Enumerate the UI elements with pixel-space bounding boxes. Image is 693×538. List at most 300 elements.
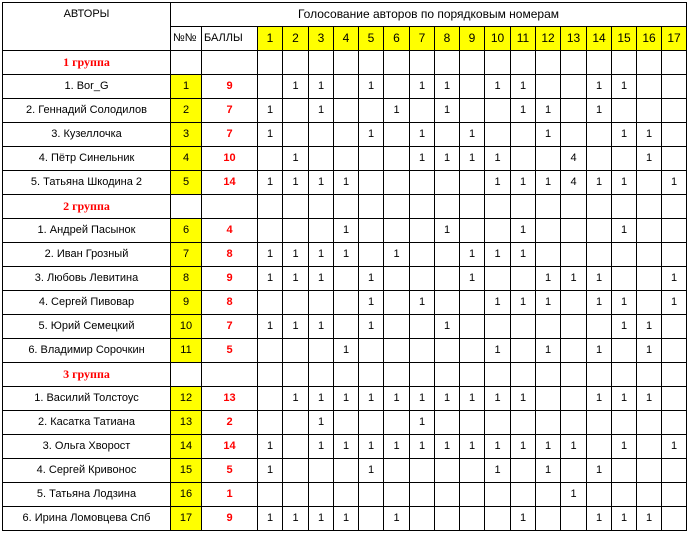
empty-cell bbox=[334, 195, 359, 219]
vote-cell bbox=[637, 435, 662, 459]
vote-cell bbox=[662, 315, 687, 339]
vote-cell: 1 bbox=[283, 507, 309, 531]
vote-cell: 1 bbox=[334, 387, 359, 411]
empty-cell bbox=[637, 363, 662, 387]
vote-cell bbox=[511, 459, 536, 483]
vote-cell: 4 bbox=[561, 147, 587, 171]
vote-cell bbox=[536, 387, 561, 411]
vote-cell: 1 bbox=[435, 75, 460, 99]
group-label: 3 группа bbox=[3, 363, 171, 387]
vote-cell: 1 bbox=[283, 387, 309, 411]
author-score: 9 bbox=[202, 507, 258, 531]
vote-cell bbox=[460, 99, 485, 123]
vote-cell bbox=[587, 147, 612, 171]
author-name: 4. Пётр Синельник bbox=[3, 147, 171, 171]
vote-cell: 1 bbox=[410, 123, 435, 147]
vote-cell bbox=[359, 219, 384, 243]
vote-cell bbox=[612, 243, 637, 267]
vote-cell: 1 bbox=[485, 435, 511, 459]
vote-cell bbox=[662, 387, 687, 411]
empty-cell bbox=[536, 363, 561, 387]
author-score: 13 bbox=[202, 387, 258, 411]
vote-cell bbox=[511, 267, 536, 291]
vote-cell bbox=[258, 483, 283, 507]
vote-number-header: 2 bbox=[283, 27, 309, 51]
author-row bbox=[3, 99, 687, 123]
vote-cell: 1 bbox=[334, 171, 359, 195]
vote-cell bbox=[410, 459, 435, 483]
vote-number-header: 13 bbox=[561, 27, 587, 51]
vote-cell: 1 bbox=[283, 147, 309, 171]
vote-cell bbox=[384, 483, 410, 507]
vote-cell bbox=[460, 411, 485, 435]
vote-cell bbox=[309, 339, 334, 363]
vote-cell: 1 bbox=[637, 339, 662, 363]
empty-cell bbox=[587, 363, 612, 387]
author-row bbox=[3, 243, 687, 267]
vote-cell bbox=[637, 171, 662, 195]
vote-cell: 1 bbox=[662, 267, 687, 291]
vote-cell: 1 bbox=[258, 171, 283, 195]
vote-cell bbox=[536, 507, 561, 531]
author-number: 8 bbox=[171, 267, 202, 291]
author-number: 10 bbox=[171, 315, 202, 339]
vote-cell: 1 bbox=[309, 99, 334, 123]
vote-cell: 1 bbox=[485, 75, 511, 99]
empty-cell bbox=[410, 363, 435, 387]
vote-cell bbox=[334, 99, 359, 123]
empty-cell bbox=[435, 51, 460, 75]
vote-cell: 1 bbox=[384, 507, 410, 531]
empty-cell bbox=[384, 51, 410, 75]
vote-cell bbox=[587, 435, 612, 459]
authors-header: АВТОРЫ bbox=[3, 3, 171, 51]
vote-cell bbox=[485, 411, 511, 435]
vote-cell: 1 bbox=[258, 459, 283, 483]
author-name: 3. Ольга Хворост bbox=[3, 435, 171, 459]
vote-cell: 1 bbox=[410, 411, 435, 435]
vote-cell: 1 bbox=[435, 99, 460, 123]
empty-cell bbox=[258, 195, 283, 219]
vote-cell: 1 bbox=[637, 147, 662, 171]
author-name: 5. Татьяна Лодзина bbox=[3, 483, 171, 507]
vote-cell: 1 bbox=[662, 291, 687, 315]
vote-number-header: 5 bbox=[359, 27, 384, 51]
vote-cell: 1 bbox=[485, 171, 511, 195]
vote-cell: 1 bbox=[384, 435, 410, 459]
vote-cell: 1 bbox=[309, 243, 334, 267]
vote-cell: 1 bbox=[511, 507, 536, 531]
vote-cell: 1 bbox=[561, 435, 587, 459]
vote-cell: 1 bbox=[334, 339, 359, 363]
vote-number-header: 14 bbox=[587, 27, 612, 51]
vote-cell: 1 bbox=[258, 243, 283, 267]
vote-number-header: 17 bbox=[662, 27, 687, 51]
vote-cell: 1 bbox=[511, 219, 536, 243]
vote-cell bbox=[662, 483, 687, 507]
vote-cell: 1 bbox=[612, 219, 637, 243]
author-score: 4 bbox=[202, 219, 258, 243]
author-row bbox=[3, 123, 687, 147]
empty-cell bbox=[637, 51, 662, 75]
author-name: 6. Ирина Ломовцева Спб bbox=[3, 507, 171, 531]
empty-cell bbox=[637, 195, 662, 219]
vote-cell: 1 bbox=[587, 507, 612, 531]
vote-cell bbox=[561, 123, 587, 147]
vote-cell: 1 bbox=[612, 435, 637, 459]
vote-cell bbox=[485, 267, 511, 291]
vote-cell bbox=[410, 99, 435, 123]
empty-cell bbox=[561, 363, 587, 387]
empty-cell bbox=[536, 51, 561, 75]
vote-cell: 1 bbox=[435, 315, 460, 339]
vote-cell bbox=[511, 483, 536, 507]
author-score: 8 bbox=[202, 291, 258, 315]
vote-cell: 1 bbox=[536, 171, 561, 195]
vote-cell bbox=[460, 339, 485, 363]
vote-cell bbox=[612, 339, 637, 363]
vote-cell: 1 bbox=[334, 507, 359, 531]
vote-cell bbox=[258, 147, 283, 171]
vote-cell bbox=[561, 507, 587, 531]
author-name: 5. Татьяна Шкодина 2 bbox=[3, 171, 171, 195]
vote-cell bbox=[637, 219, 662, 243]
vote-cell: 1 bbox=[587, 291, 612, 315]
vote-cell: 1 bbox=[637, 123, 662, 147]
author-row bbox=[3, 483, 687, 507]
vote-cell: 1 bbox=[384, 387, 410, 411]
vote-cell: 1 bbox=[334, 243, 359, 267]
vote-cell bbox=[511, 315, 536, 339]
vote-cell bbox=[334, 291, 359, 315]
vote-cell: 1 bbox=[258, 123, 283, 147]
vote-cell bbox=[384, 171, 410, 195]
vote-cell bbox=[359, 507, 384, 531]
vote-cell: 1 bbox=[536, 459, 561, 483]
author-row bbox=[3, 315, 687, 339]
vote-cell bbox=[662, 411, 687, 435]
vote-cell bbox=[587, 483, 612, 507]
vote-cell bbox=[435, 459, 460, 483]
vote-cell: 1 bbox=[460, 435, 485, 459]
vote-cell bbox=[309, 147, 334, 171]
empty-cell bbox=[460, 363, 485, 387]
group-label: 1 группа bbox=[3, 51, 171, 75]
vote-cell bbox=[587, 315, 612, 339]
vote-cell bbox=[283, 99, 309, 123]
vote-cell bbox=[410, 243, 435, 267]
vote-cell bbox=[258, 411, 283, 435]
empty-cell bbox=[258, 363, 283, 387]
author-row bbox=[3, 459, 687, 483]
vote-cell: 1 bbox=[309, 507, 334, 531]
vote-cell bbox=[359, 243, 384, 267]
score-header: БАЛЛЫ bbox=[202, 27, 258, 51]
vote-cell bbox=[637, 459, 662, 483]
author-number: 14 bbox=[171, 435, 202, 459]
vote-cell bbox=[410, 339, 435, 363]
vote-cell: 1 bbox=[359, 267, 384, 291]
vote-cell: 1 bbox=[309, 315, 334, 339]
vote-cell bbox=[283, 123, 309, 147]
vote-cell: 1 bbox=[334, 219, 359, 243]
empty-cell bbox=[171, 363, 202, 387]
vote-cell bbox=[460, 315, 485, 339]
vote-cell bbox=[435, 411, 460, 435]
empty-cell bbox=[587, 195, 612, 219]
vote-cell: 1 bbox=[359, 459, 384, 483]
empty-cell bbox=[662, 195, 687, 219]
vote-number-header: 16 bbox=[637, 27, 662, 51]
vote-cell bbox=[612, 147, 637, 171]
vote-cell: 1 bbox=[435, 219, 460, 243]
vote-cell: 1 bbox=[587, 339, 612, 363]
vote-cell: 1 bbox=[637, 507, 662, 531]
author-name: 3. Любовь Левитина bbox=[3, 267, 171, 291]
vote-number-header: 8 bbox=[435, 27, 460, 51]
empty-cell bbox=[258, 51, 283, 75]
vote-cell bbox=[536, 315, 561, 339]
empty-cell bbox=[384, 363, 410, 387]
vote-cell bbox=[587, 123, 612, 147]
vote-cell: 1 bbox=[359, 291, 384, 315]
empty-cell bbox=[410, 195, 435, 219]
author-score: 14 bbox=[202, 171, 258, 195]
vote-cell bbox=[662, 123, 687, 147]
vote-cell bbox=[283, 483, 309, 507]
vote-cell: 1 bbox=[460, 243, 485, 267]
vote-cell bbox=[309, 483, 334, 507]
empty-cell bbox=[171, 195, 202, 219]
vote-cell: 1 bbox=[511, 243, 536, 267]
author-row bbox=[3, 219, 687, 243]
vote-cell bbox=[662, 507, 687, 531]
vote-cell: 4 bbox=[561, 171, 587, 195]
vote-cell: 1 bbox=[587, 99, 612, 123]
vote-cell bbox=[637, 411, 662, 435]
author-score: 14 bbox=[202, 435, 258, 459]
author-row bbox=[3, 435, 687, 459]
vote-number-header: 4 bbox=[334, 27, 359, 51]
vote-cell bbox=[612, 267, 637, 291]
vote-cell: 1 bbox=[359, 435, 384, 459]
empty-cell bbox=[309, 195, 334, 219]
vote-cell: 1 bbox=[258, 267, 283, 291]
vote-cell bbox=[334, 267, 359, 291]
empty-cell bbox=[283, 51, 309, 75]
empty-cell bbox=[202, 195, 258, 219]
vote-cell: 1 bbox=[283, 243, 309, 267]
vote-cell bbox=[612, 483, 637, 507]
vote-cell bbox=[309, 123, 334, 147]
vote-cell: 1 bbox=[612, 123, 637, 147]
vote-cell bbox=[435, 267, 460, 291]
vote-cell bbox=[662, 147, 687, 171]
author-row bbox=[3, 387, 687, 411]
author-score: 8 bbox=[202, 243, 258, 267]
empty-cell bbox=[309, 363, 334, 387]
vote-cell: 1 bbox=[536, 123, 561, 147]
vote-cell: 1 bbox=[359, 123, 384, 147]
author-name: 4. Сергей Пивовар bbox=[3, 291, 171, 315]
vote-cell: 1 bbox=[460, 387, 485, 411]
author-row bbox=[3, 339, 687, 363]
vote-cell bbox=[435, 483, 460, 507]
empty-cell bbox=[485, 51, 511, 75]
author-number: 11 bbox=[171, 339, 202, 363]
vote-cell bbox=[536, 219, 561, 243]
empty-cell bbox=[511, 51, 536, 75]
vote-cell bbox=[460, 171, 485, 195]
vote-cell bbox=[435, 123, 460, 147]
vote-number-header: 10 bbox=[485, 27, 511, 51]
vote-cell: 1 bbox=[283, 171, 309, 195]
vote-cell bbox=[587, 219, 612, 243]
vote-cell: 1 bbox=[536, 267, 561, 291]
vote-cell: 1 bbox=[309, 171, 334, 195]
vote-cell: 1 bbox=[587, 267, 612, 291]
vote-cell bbox=[435, 507, 460, 531]
vote-cell bbox=[587, 243, 612, 267]
vote-cell bbox=[359, 483, 384, 507]
vote-cell: 1 bbox=[309, 387, 334, 411]
empty-cell bbox=[612, 51, 637, 75]
empty-cell bbox=[561, 51, 587, 75]
vote-cell: 1 bbox=[536, 291, 561, 315]
empty-cell bbox=[334, 51, 359, 75]
vote-cell: 1 bbox=[561, 483, 587, 507]
author-number: 7 bbox=[171, 243, 202, 267]
vote-cell bbox=[561, 219, 587, 243]
vote-cell: 1 bbox=[309, 75, 334, 99]
vote-cell bbox=[460, 507, 485, 531]
author-number: 6 bbox=[171, 219, 202, 243]
author-score: 7 bbox=[202, 315, 258, 339]
vote-number-header: 15 bbox=[612, 27, 637, 51]
author-name: 2. Геннадий Солодилов bbox=[3, 99, 171, 123]
empty-cell bbox=[359, 195, 384, 219]
vote-cell bbox=[283, 411, 309, 435]
header-row-1 bbox=[3, 3, 687, 27]
author-row bbox=[3, 507, 687, 531]
author-score: 2 bbox=[202, 411, 258, 435]
vote-cell: 1 bbox=[612, 387, 637, 411]
vote-cell: 1 bbox=[637, 315, 662, 339]
vote-cell: 1 bbox=[612, 171, 637, 195]
empty-cell bbox=[485, 363, 511, 387]
author-row bbox=[3, 411, 687, 435]
vote-cell bbox=[334, 483, 359, 507]
vote-cell bbox=[536, 75, 561, 99]
vote-cell bbox=[384, 315, 410, 339]
author-score: 5 bbox=[202, 459, 258, 483]
vote-cell bbox=[561, 291, 587, 315]
vote-cell bbox=[662, 339, 687, 363]
empty-cell bbox=[384, 195, 410, 219]
vote-cell: 1 bbox=[384, 243, 410, 267]
vote-cell: 1 bbox=[511, 291, 536, 315]
vote-cell bbox=[460, 483, 485, 507]
vote-cell bbox=[283, 435, 309, 459]
author-number: 1 bbox=[171, 75, 202, 99]
vote-cell bbox=[637, 483, 662, 507]
vote-cell bbox=[334, 123, 359, 147]
vote-cell bbox=[410, 315, 435, 339]
vote-cell: 1 bbox=[359, 75, 384, 99]
vote-cell bbox=[561, 459, 587, 483]
vote-cell bbox=[309, 459, 334, 483]
empty-cell bbox=[511, 195, 536, 219]
empty-cell bbox=[460, 195, 485, 219]
vote-cell bbox=[283, 219, 309, 243]
vote-number-header: 9 bbox=[460, 27, 485, 51]
author-number: 2 bbox=[171, 99, 202, 123]
vote-cell bbox=[561, 387, 587, 411]
vote-cell bbox=[384, 459, 410, 483]
empty-cell bbox=[334, 363, 359, 387]
empty-cell bbox=[485, 195, 511, 219]
author-number: 13 bbox=[171, 411, 202, 435]
vote-cell bbox=[511, 147, 536, 171]
vote-cell: 1 bbox=[258, 507, 283, 531]
vote-cell bbox=[561, 99, 587, 123]
empty-cell bbox=[511, 363, 536, 387]
vote-cell bbox=[258, 219, 283, 243]
vote-cell bbox=[283, 459, 309, 483]
author-name: 5. Юрий Семецкий bbox=[3, 315, 171, 339]
vote-cell: 1 bbox=[511, 435, 536, 459]
vote-cell bbox=[485, 483, 511, 507]
vote-cell: 1 bbox=[485, 459, 511, 483]
vote-cell bbox=[410, 171, 435, 195]
vote-cell bbox=[334, 315, 359, 339]
vote-cell bbox=[435, 339, 460, 363]
author-name: 6. Владимир Сорочкин bbox=[3, 339, 171, 363]
vote-cell: 1 bbox=[410, 435, 435, 459]
vote-cell bbox=[384, 411, 410, 435]
author-number: 4 bbox=[171, 147, 202, 171]
vote-cell bbox=[359, 99, 384, 123]
empty-cell bbox=[171, 51, 202, 75]
vote-number-header: 6 bbox=[384, 27, 410, 51]
vote-cell: 1 bbox=[460, 147, 485, 171]
vote-cell bbox=[511, 123, 536, 147]
author-score: 10 bbox=[202, 147, 258, 171]
empty-cell bbox=[460, 51, 485, 75]
empty-cell bbox=[612, 363, 637, 387]
vote-cell bbox=[410, 483, 435, 507]
vote-cell bbox=[536, 147, 561, 171]
vote-cell: 1 bbox=[587, 459, 612, 483]
empty-cell bbox=[561, 195, 587, 219]
empty-cell bbox=[536, 195, 561, 219]
vote-cell bbox=[283, 339, 309, 363]
vote-cell bbox=[258, 75, 283, 99]
vote-cell bbox=[410, 507, 435, 531]
vote-cell bbox=[435, 171, 460, 195]
empty-cell bbox=[662, 363, 687, 387]
vote-cell: 1 bbox=[410, 387, 435, 411]
vote-cell bbox=[485, 99, 511, 123]
vote-cell: 1 bbox=[258, 99, 283, 123]
vote-cell: 1 bbox=[435, 387, 460, 411]
vote-cell: 1 bbox=[283, 75, 309, 99]
vote-cell bbox=[637, 243, 662, 267]
vote-cell bbox=[485, 315, 511, 339]
vote-cell bbox=[384, 123, 410, 147]
author-row bbox=[3, 291, 687, 315]
vote-cell bbox=[334, 459, 359, 483]
